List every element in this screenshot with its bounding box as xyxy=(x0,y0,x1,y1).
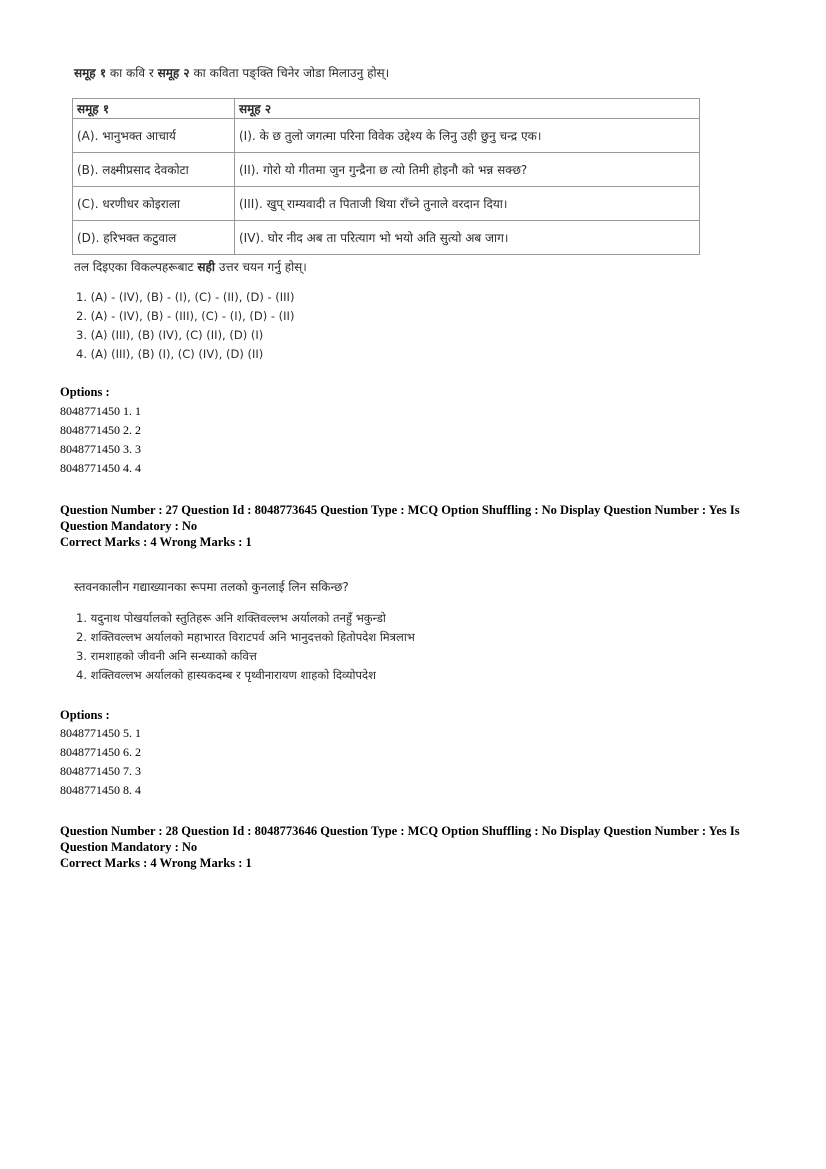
q27-answer-list xyxy=(76,609,415,685)
q28-meta-line1: Question Number : 28 Question Id : 8048773646 Question Type : MCQ Option Shuffling : No Display Question Number : Yes Is xyxy=(60,824,740,838)
q26-options-list xyxy=(60,402,141,478)
q27-question-text: स्तवनकालीन गद्याख्यानका रूपमा तलको कुनलाई लिन सकिन्छ? xyxy=(74,580,349,594)
list-item: 2. शक्तिवल्लभ अर्यालको महाभारत विराटपर्व अनि भानुदत्तको हितोपदेश मित्रलाभ xyxy=(76,630,415,644)
q26-options-label: Options : xyxy=(60,385,110,399)
verse-cell: (I). के छ तुलो जगत्मा परिना विवेक उद्देश्य के लिनु उही छुनु चन्द्र एक। xyxy=(235,119,700,153)
q26-answer-list xyxy=(76,288,294,364)
table-row xyxy=(73,221,700,255)
option-id: 8048771450 1. 1 xyxy=(60,404,141,418)
matching-table xyxy=(72,98,700,255)
q27-meta-line2: Question Mandatory : No xyxy=(60,519,198,533)
table-row xyxy=(73,187,700,221)
poet-cell: (A). भानुभक्त आचार्य xyxy=(73,119,235,153)
list-item: 4. शक्तिवल्लभ अर्यालको हास्यकदम्ब र पृथ्वीनारायण शाहको दिव्योपदेश xyxy=(76,668,376,682)
q28-marks: Correct Marks : 4 Wrong Marks : 1 xyxy=(60,856,252,870)
group2-label: समूह २ xyxy=(157,66,190,80)
option-id: 8048771450 2. 2 xyxy=(60,423,141,437)
header-group1: समूह १ xyxy=(73,99,235,119)
option-id: 8048771450 6. 2 xyxy=(60,745,141,759)
list-item: 2. (A) - (IV), (B) - (III), (C) - (I), (D) - (II) xyxy=(76,309,295,323)
header-group2: समूह २ xyxy=(235,99,700,119)
table-row xyxy=(73,153,700,187)
list-item: 3. रामशाहको जीवनी अनि सन्ध्याको कवित्त xyxy=(76,649,257,663)
list-item: 4. (A) (III), (B) (I), (C) (IV), (D) (II) xyxy=(76,347,264,361)
poet-cell: (C). धरणीधर कोइराला xyxy=(73,187,235,221)
option-id: 8048771450 3. 3 xyxy=(60,442,141,456)
q26-instruction: समूह १ का कवि र समूह २ का कविता पङ्क्ति चिनेर जोडा मिलाउनु होस्। xyxy=(74,66,390,80)
list-item: 1. यदुनाथ पोखर्यालको स्तुतिहरू अनि शक्तिवल्लभ अर्यालको तनहुँ भकुन्डो xyxy=(76,611,386,625)
verse-cell: (III). खुप् राम्यवादी त पिताजी थिया राँच्ने तुनाले वरदान दिया। xyxy=(235,187,700,221)
q27-marks: Correct Marks : 4 Wrong Marks : 1 xyxy=(60,535,252,549)
verse-cell: (II). गोरो यो गीतमा जुन गुन्द्रैना छ त्यो तिमी होइनौ को भन्न सक्छ? xyxy=(235,153,700,187)
q28-meta-line2: Question Mandatory : No xyxy=(60,840,198,854)
list-item: 1. (A) - (IV), (B) - (I), (C) - (II), (D) - (III) xyxy=(76,290,295,304)
q27-meta xyxy=(60,502,740,550)
q27-options-label: Options : xyxy=(60,708,110,722)
poet-cell: (D). हरिभक्त कटुवाल xyxy=(73,221,235,255)
q28-meta xyxy=(60,823,740,871)
verse-cell: (IV). घोर नीद अब ता परित्याग भो भयो अति सुत्यो अब जाग। xyxy=(235,221,700,255)
table-header-row xyxy=(73,99,700,119)
q27-options-list xyxy=(60,724,141,800)
option-id: 8048771450 5. 1 xyxy=(60,726,141,740)
list-item: 3. (A) (III), (B) (IV), (C) (II), (D) (I) xyxy=(76,328,264,342)
correct-word: सही xyxy=(197,260,216,274)
group1-label: समूह १ xyxy=(74,66,107,80)
option-id: 8048771450 4. 4 xyxy=(60,461,141,475)
poet-cell: (B). लक्ष्मीप्रसाद देवकोटा xyxy=(73,153,235,187)
table-row xyxy=(73,119,700,153)
q27-meta-line1: Question Number : 27 Question Id : 8048773645 Question Type : MCQ Option Shuffling : No Display Question Number : Yes Is xyxy=(60,503,740,517)
q26-choose-instruction: तल दिइएका विकल्पहरूबाट सही उत्तर चयन गर्नु होस्। xyxy=(74,260,307,274)
option-id: 8048771450 7. 3 xyxy=(60,764,141,778)
option-id: 8048771450 8. 4 xyxy=(60,783,141,797)
